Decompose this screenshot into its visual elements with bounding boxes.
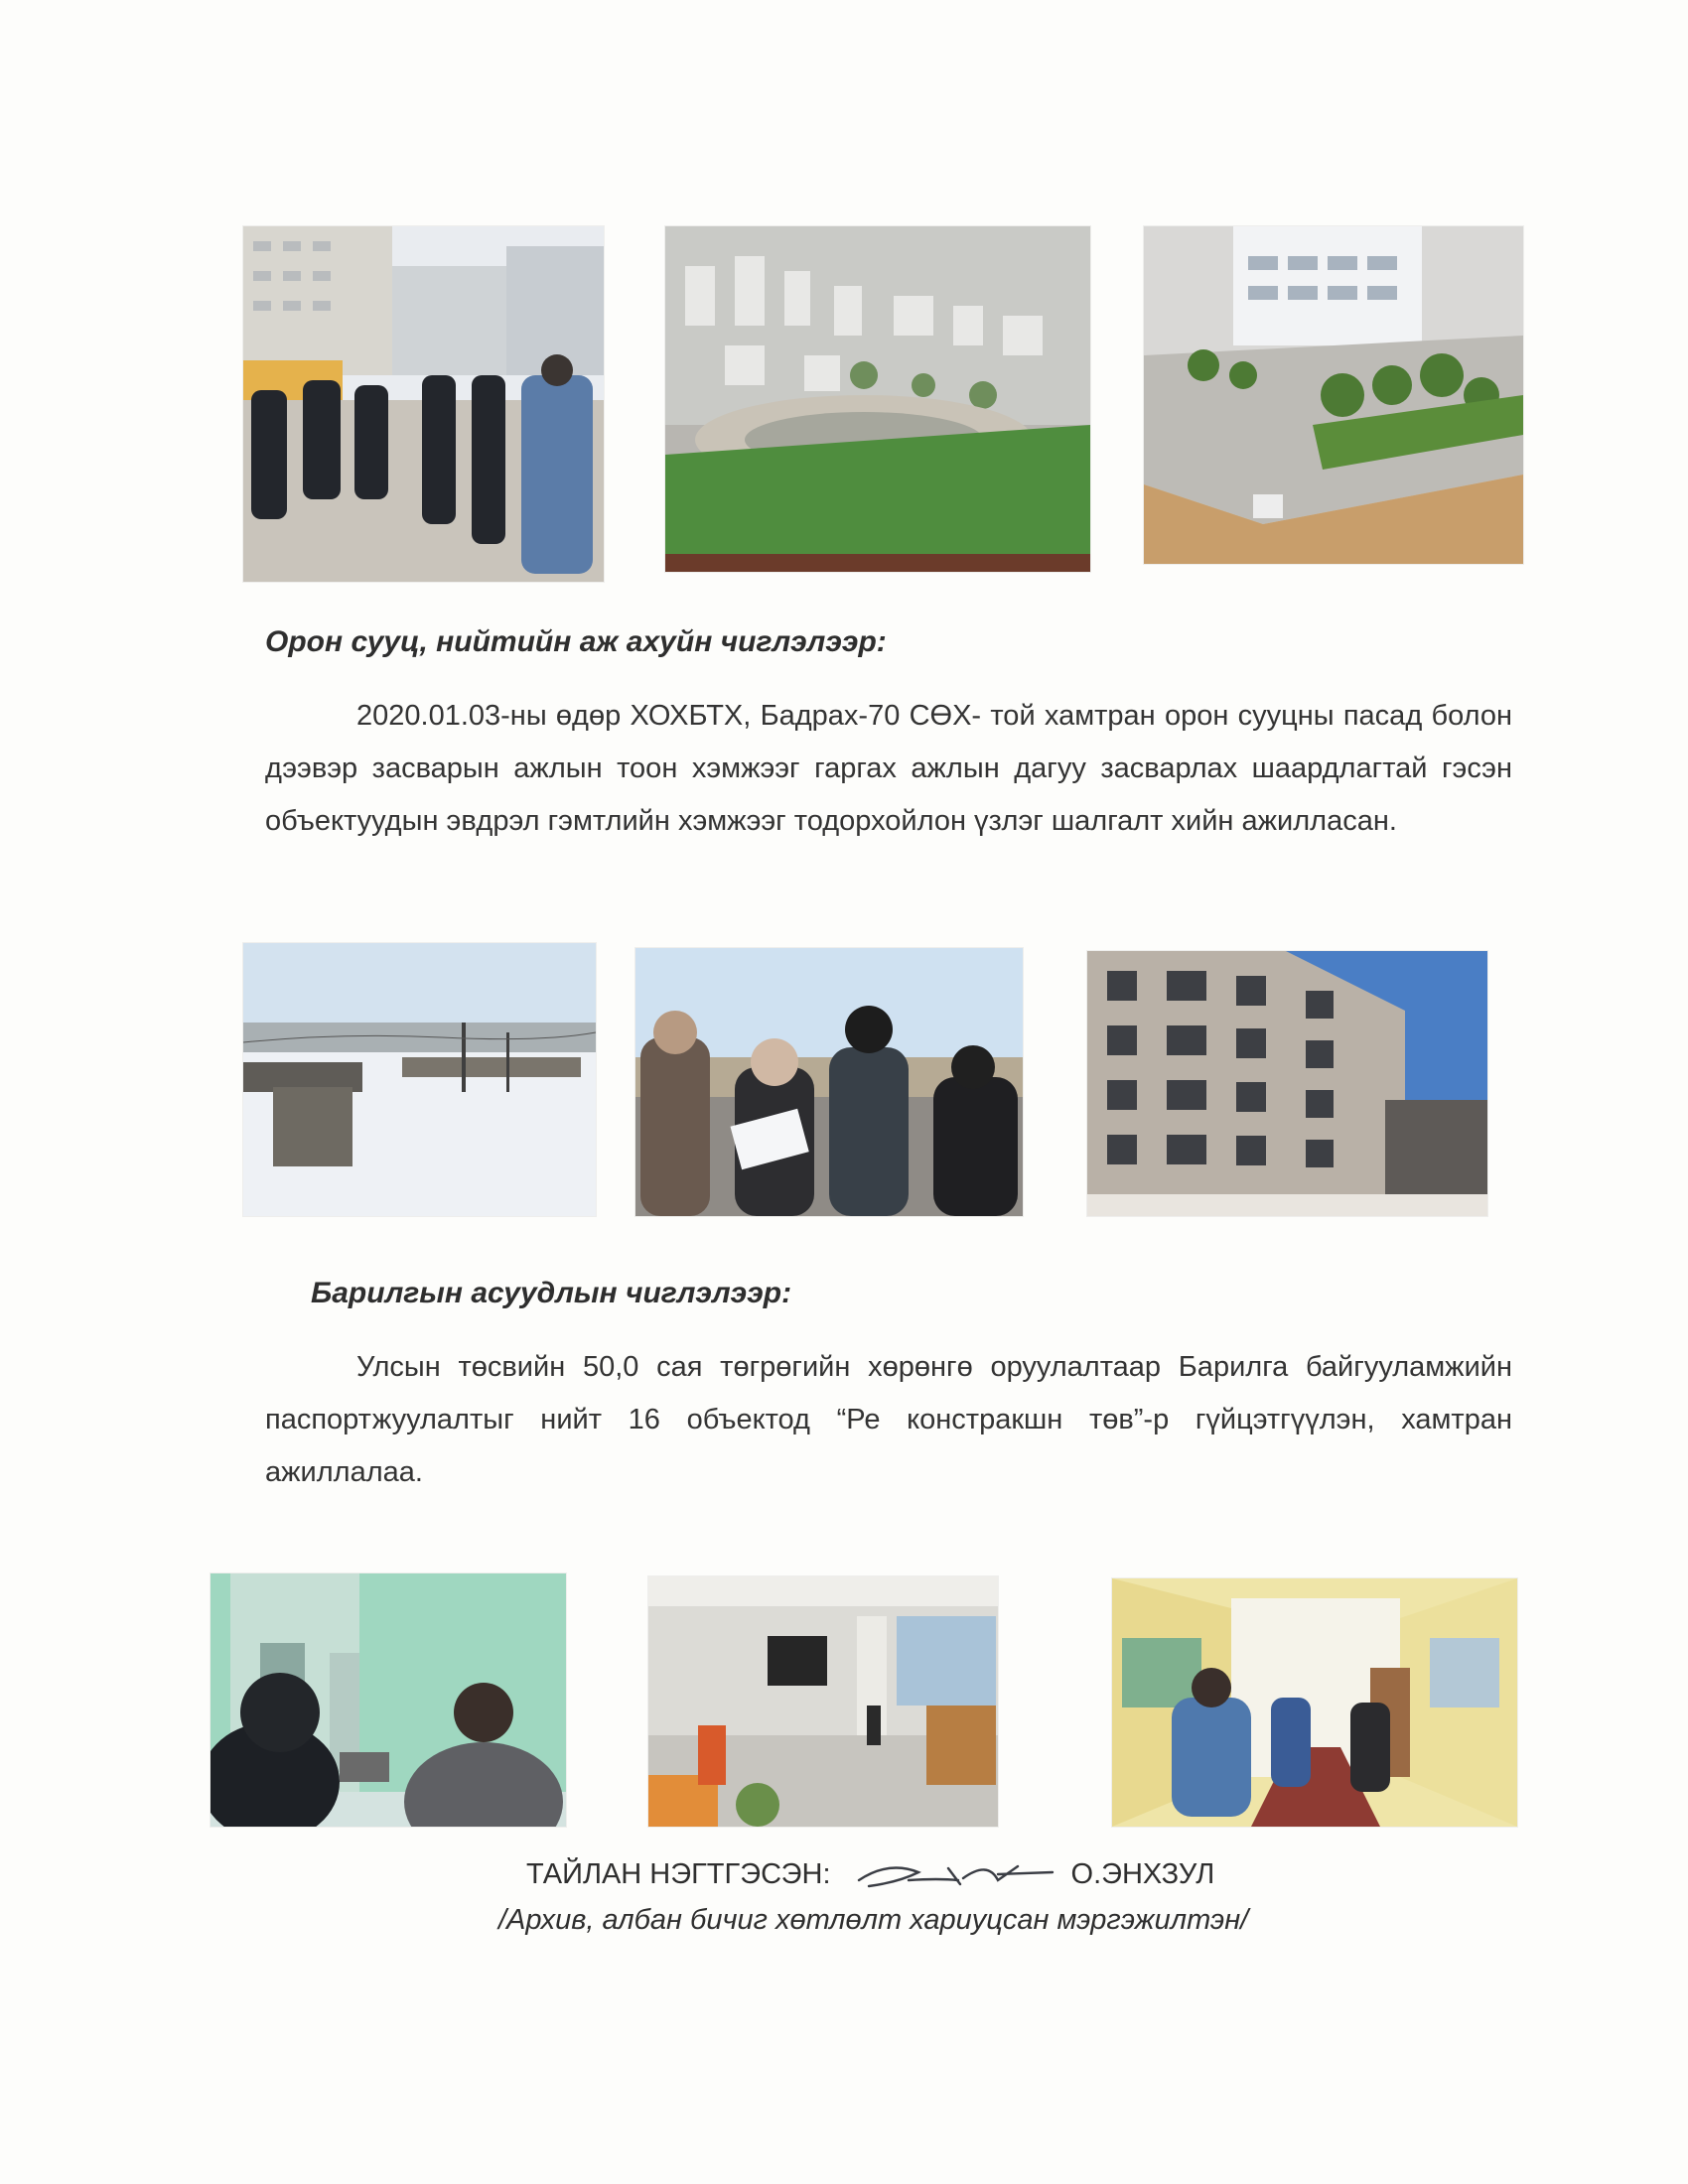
photo-office-interior: [648, 1576, 998, 1827]
photo-building-model: [1144, 226, 1523, 564]
photo-site-visit-group: [243, 226, 604, 582]
paragraph-text-housing: 2020.01.03-ны өдөр ХОХБТХ, Бадрах-70 СӨХ- той хамтран орон сууцны пасад болон дээвэр засварын ажлын тоон хэмжээг гаргах ажлын дагуу засварлах шаардлагтай гэсэн объектуудын эвдрэл гэмтлийн хэмжээг тодорхойлон үзлэг шалгалт хийн ажилласан.: [265, 700, 1512, 837]
section-paragraph-housing: [265, 690, 1512, 848]
section-heading-housing: Орон сууц, нийтийн аж ахуйн чиглэлээр:: [265, 625, 887, 658]
photo-apartment-facade: [1087, 951, 1487, 1216]
photo-corridor-inspection: [1112, 1578, 1517, 1827]
signature-line: [526, 1849, 1350, 1899]
paragraph-text-construction: Улсын төсвийн 50,0 сая төгрөгийн хөрөнгө оруулалтаар Барилга байгууламжийн паспортжуулалтыг нийт 16 объектод “Ре констракшн төв”-р гүйцэтгүүлэн, хамтран ажиллалаа.: [265, 1351, 1512, 1488]
section-paragraph-construction: [265, 1341, 1512, 1499]
photo-inspection-team: [635, 948, 1023, 1216]
report-compiler-label: ТАЙЛАН НЭГТГЭСЭН:: [526, 1857, 831, 1890]
photo-snowy-rooftop: [243, 943, 596, 1216]
photo-meter-inspection: [211, 1573, 566, 1827]
report-compiler-role: /Архив, албан бичиг хөтлөлт хариуцсан мэргэжилтэн/: [498, 1904, 1249, 1936]
section-heading-construction: Барилгын асуудлын чиглэлээр:: [311, 1277, 792, 1309]
photo-district-model: [665, 226, 1090, 572]
handwritten-signature: [849, 1850, 1057, 1898]
report-compiler-name: О.ЭНХЗУЛ: [1070, 1857, 1215, 1890]
